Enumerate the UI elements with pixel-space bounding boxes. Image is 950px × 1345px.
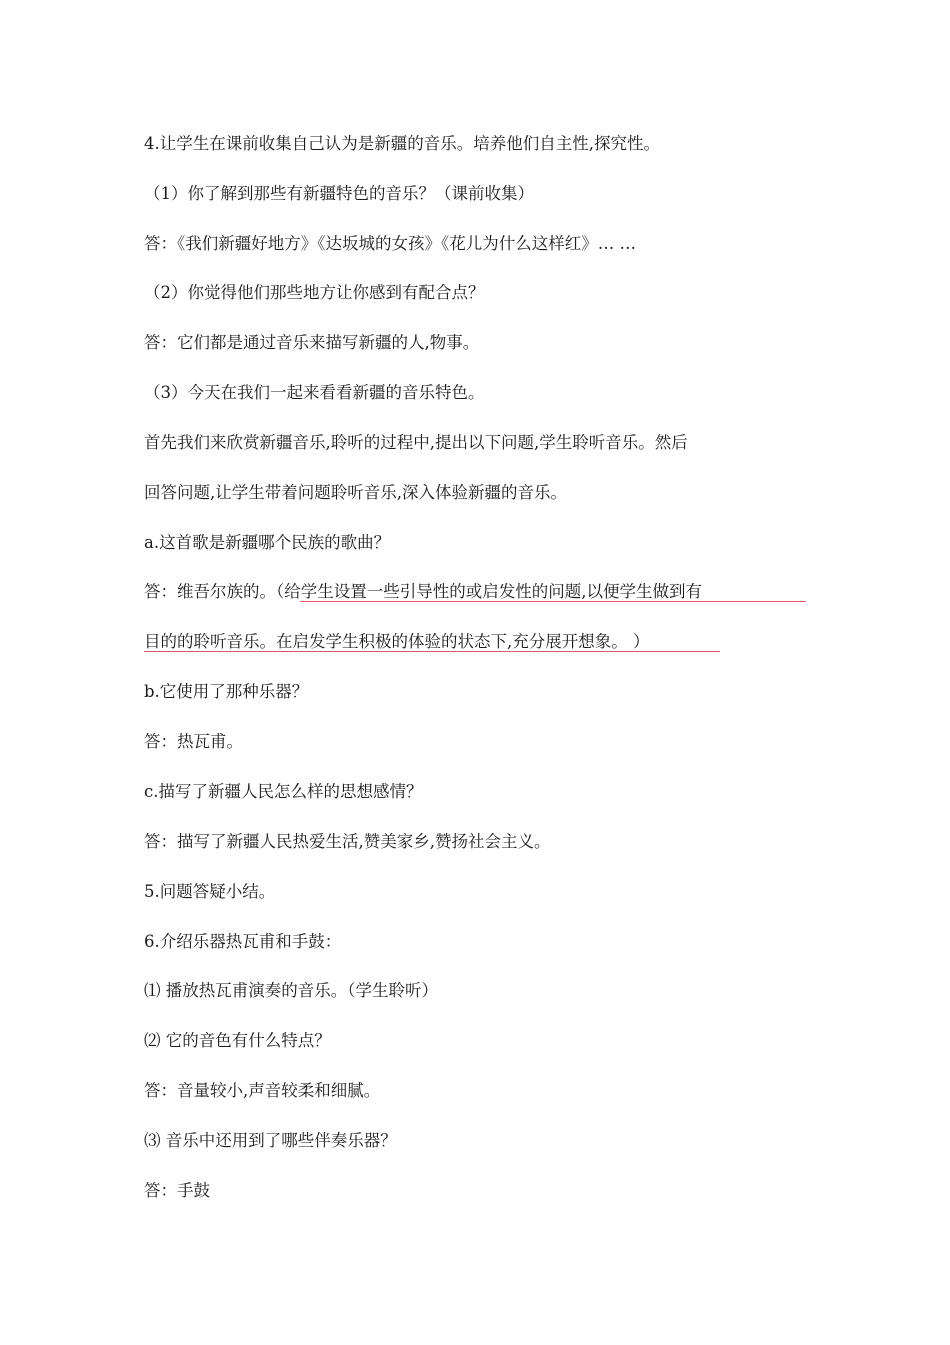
text-line-question-a: a.这首歌是新疆哪个民族的歌曲？ (144, 533, 391, 552)
text-line-answer-c: 答：描写了新疆人民热爱生活,赞美家乡,赞扬社会主义。 (144, 832, 551, 851)
text-line-sub-3: ⑶ 音乐中还用到了哪些伴奏乐器？ (144, 1131, 397, 1150)
text-line-sub-1: ⑴ 播放热瓦甫演奏的音乐。（学生聆听） (144, 981, 438, 1000)
text-line-question-1: （1）你了解到那些有新疆特色的音乐？（课前收集） (144, 184, 534, 203)
text-line-sub-2: ⑵ 它的音色有什么特点？ (144, 1031, 331, 1050)
text-line-step-6: 6.介绍乐器热瓦甫和手鼓： (144, 932, 342, 951)
text-line-answer-1: 答：《我们新疆好地方》《达坂城的女孩》《花儿为什么这样红》… … (144, 234, 636, 253)
text-line-question-b: b.它使用了那种乐器？ (144, 682, 309, 701)
annotation-underline-2 (144, 651, 720, 652)
text-line-paragraph-1: 首先我们来欣赏新疆音乐,聆听的过程中,提出以下问题,学生聆听音乐。然后 (144, 433, 688, 452)
text-line-question-2: （2）你觉得他们那些地方让你感到有配合点？ (144, 283, 485, 302)
text-line-question-c: c.描写了新疆人民怎么样的思想感情？ (144, 782, 423, 801)
text-line-item-3: （3）今天在我们一起来看看新疆的音乐特色。 (144, 383, 485, 402)
text-line-answer-b: 答：热瓦甫。 (144, 732, 243, 751)
text-line-sub-3-answer: 答：手鼓 (144, 1181, 210, 1200)
text-line-answer-a-cont: 目的的聆听音乐。在启发学生积极的体验的状态下,充分展开想象。 ） (144, 632, 650, 651)
text-line-paragraph-2: 回答问题,让学生带着问题聆听音乐,深入体验新疆的音乐。 (144, 483, 567, 502)
text-line-step-4: 4.让学生在课前收集自己认为是新疆的音乐。培养他们自主性,探究性。 (144, 134, 660, 153)
text-line-answer-2: 答：它们都是通过音乐来描写新疆的人,物事。 (144, 333, 480, 352)
text-line-answer-a: 答：维吾尔族的。（给学生设置一些引导性的或启发性的问题,以便学生做到有 (144, 582, 702, 601)
text-line-sub-2-answer: 答：音量较小,声音较柔和细腻。 (144, 1081, 381, 1100)
annotation-underline-1 (300, 601, 806, 602)
text-line-step-5: 5.问题答疑小结。 (144, 882, 276, 901)
